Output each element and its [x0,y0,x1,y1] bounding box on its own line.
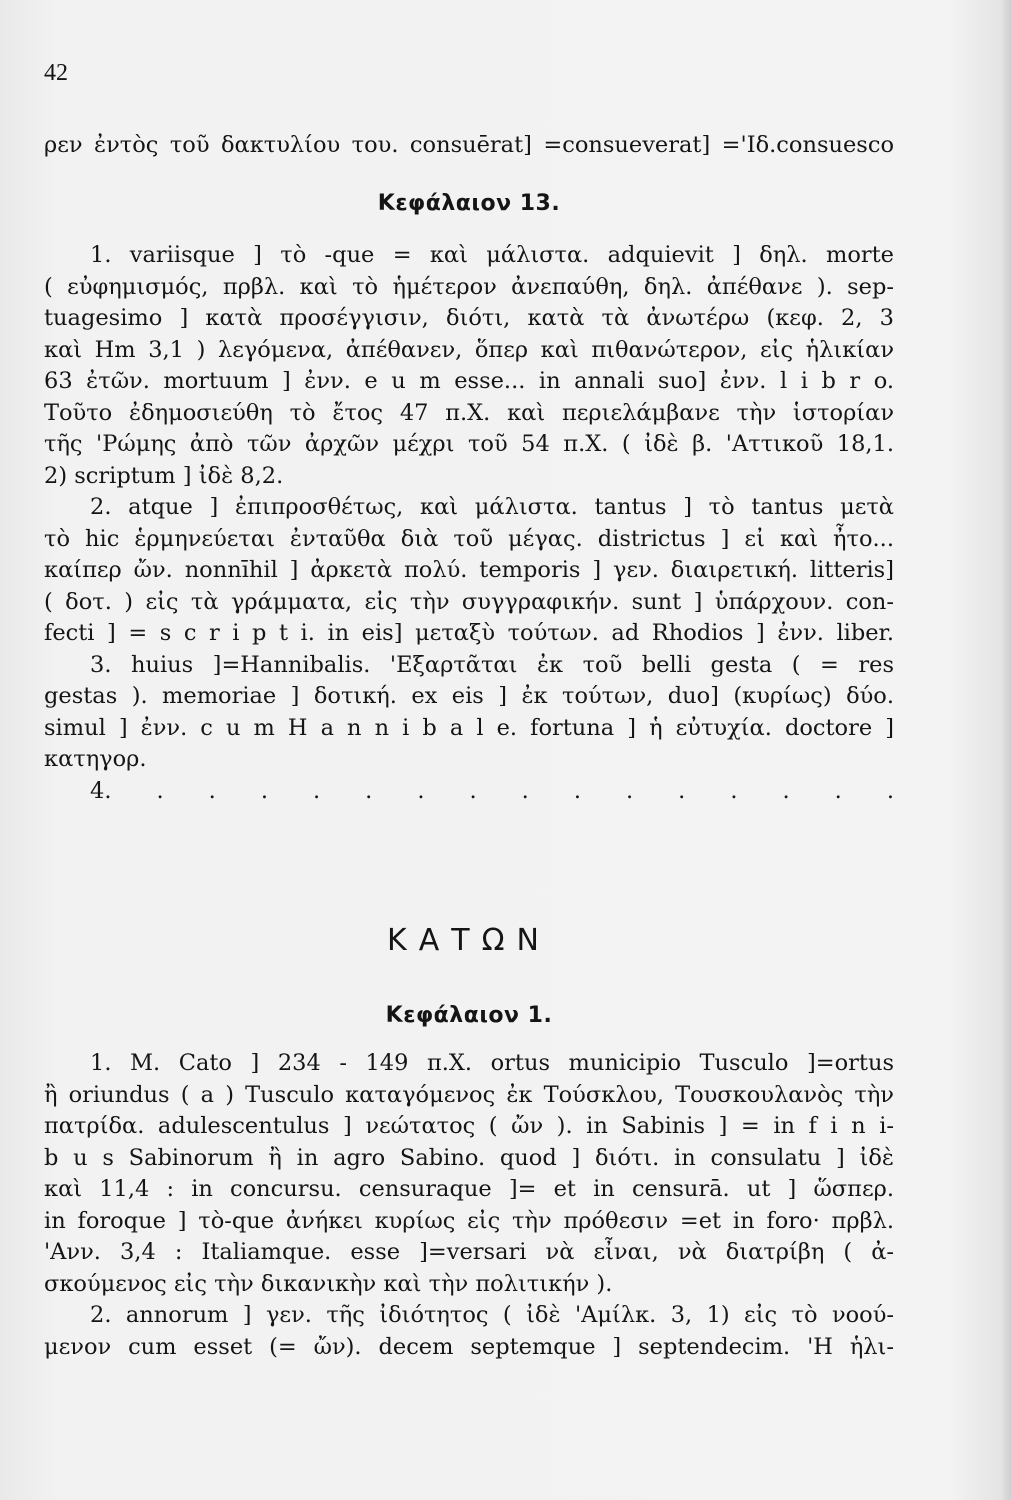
text-line: in foroque ] τὸ-que ἀνήκει κυρίως εἰς τὴν πρόθεσιν =et in foro· πρβλ. [44,1207,894,1234]
text-line: 4. . . . . . . . . . . . . . . . [90,777,894,804]
text-line: fecti ] = s c r i p t i. in eis] μεταξὺ τούτων. ad Rhodios ] ἐνν. liber. [44,620,894,646]
text-line: πατρίδα. adulescentulus ] νεώτατος ( ὤν ). in Sabinis ] = in f i n i- [44,1113,894,1139]
text-line: 2. atque ] ἐπιπροσθέτως, καὶ μάλιστα. tantus ] τὸ tantus μετὰ [90,494,894,520]
text-line: καίπερ ὤν. nonnīhil ] ἀρκετὰ πολύ. temporis ] γεν. διαιρετική. litteris] [44,557,894,583]
chapter-1-body [44,1048,894,1363]
text-line: 'Ανν. 3,4 : Italiamque. esse ]=versari νὰ εἶναι, νὰ διατρίβη ( ἀ- [44,1239,894,1265]
text-line: καὶ 11,4 : in concursu. censuraque ]= et in censurā. ut ] ὥσπερ. [44,1176,894,1202]
text-line: 2. annorum ] γεν. τῆς ἰδιότητος ( ἰδὲ 'Αμίλκ. 3, 1) εἰς τὸ νοού- [90,1302,894,1328]
text-line: ἢ oriundus ( a ) Tusculo καταγόμενος ἐκ Τούσκλου, Τουσκουλανὸς τὴν [44,1081,894,1108]
author-heading: ΚΑΤΩΝ [387,923,551,958]
chapter-13-body [44,240,894,807]
text-line: 1. M. Cato ] 234 - 149 π.Χ. ortus municipio Tusculo ]=ortus [90,1050,894,1076]
text-line: κατηγορ. [44,746,147,772]
text-line: Τοῦτο ἐδημοσιεύθη τὸ ἔτος 47 π.Χ. καὶ περιελάμβανε τὴν ἱστορίαν [44,399,894,426]
page-number: 42 [44,60,68,86]
text-line: simul ] ἐνν. c u m H a n n i b a l e. fortuna ] ἡ εὐτυχία. doctore ] [44,714,894,741]
text-line: καὶ Hm 3,1 ) λεγόμενα, ἀπέθανεν, ὅπερ καὶ πιθανώτερον, εἰς ἡλικίαν [44,336,894,363]
text-line: tuagesimo ] κατὰ προσέγγισιν, διότι, κατὰ τὰ ἀνωτέρω (κεφ. 2, 3 [44,305,894,331]
text-line: 63 ἐτῶν. mortuum ] ἐνν. e u m esse... in annali suo] ἐνν. l i b r o. [44,368,894,394]
text-line: 2) scriptum ] ἰδὲ 8,2. [44,462,284,489]
text-line: τὸ hic ἑρμηνεύεται ἐνταῦθα διὰ τοῦ μέγας. districtus ] εἰ καὶ ἦτο... [44,525,894,552]
continuation-block [44,130,894,162]
text-line: 3. huius ]=Hannibalis. 'Εξαρτᾶται ἐκ τοῦ belli gesta ( = res [90,651,894,678]
text-line: μενον cum esset (= ὤν). decem septemque ] septendecim. 'Η ἡλι- [44,1333,894,1360]
text-line: gestas ). memoriae ] δοτική. ex eis ] ἐκ τούτων, duo] (κυρίως) δύο. [44,683,894,709]
text-line: ( εὐφημισμός, πρβλ. καὶ τὸ ἡμέτερον ἀνεπαύθη, δηλ. ἀπέθανε ). sep- [44,273,894,300]
text-line: b u s Sabinorum ἢ in agro Sabino. quod ] διότι. in consulatu ] ἰδὲ [44,1144,894,1171]
text-line: 1. variisque ] τὸ -que = καὶ μάλιστα. adquievit ] δηλ. morte [90,242,894,268]
chapter-heading-13: Κεφάλαιον 13. [377,191,561,216]
chapter-heading-1: Κεφάλαιον 1. [385,1003,553,1028]
text-line: τῆς 'Ρώμης ἀπὸ τῶν ἀρχῶν μέχρι τοῦ 54 π.Χ. ( ἰδὲ β. 'Αττικοῦ 18,1. [44,431,894,457]
text-line: ( δοτ. ) εἰς τὰ γράμματα, εἰς τὴν συγγραφικήν. sunt ] ὑπάρχουν. con- [44,588,894,615]
text-line: ρεν ἐντὸς τοῦ δακτυλίου του. consuērat] =consueverat] ='Ιδ.consuesco [44,132,894,158]
text-line: σκούμενος εἰς τὴν δικανικὴν καὶ τὴν πολιτικήν ). [44,1270,613,1297]
